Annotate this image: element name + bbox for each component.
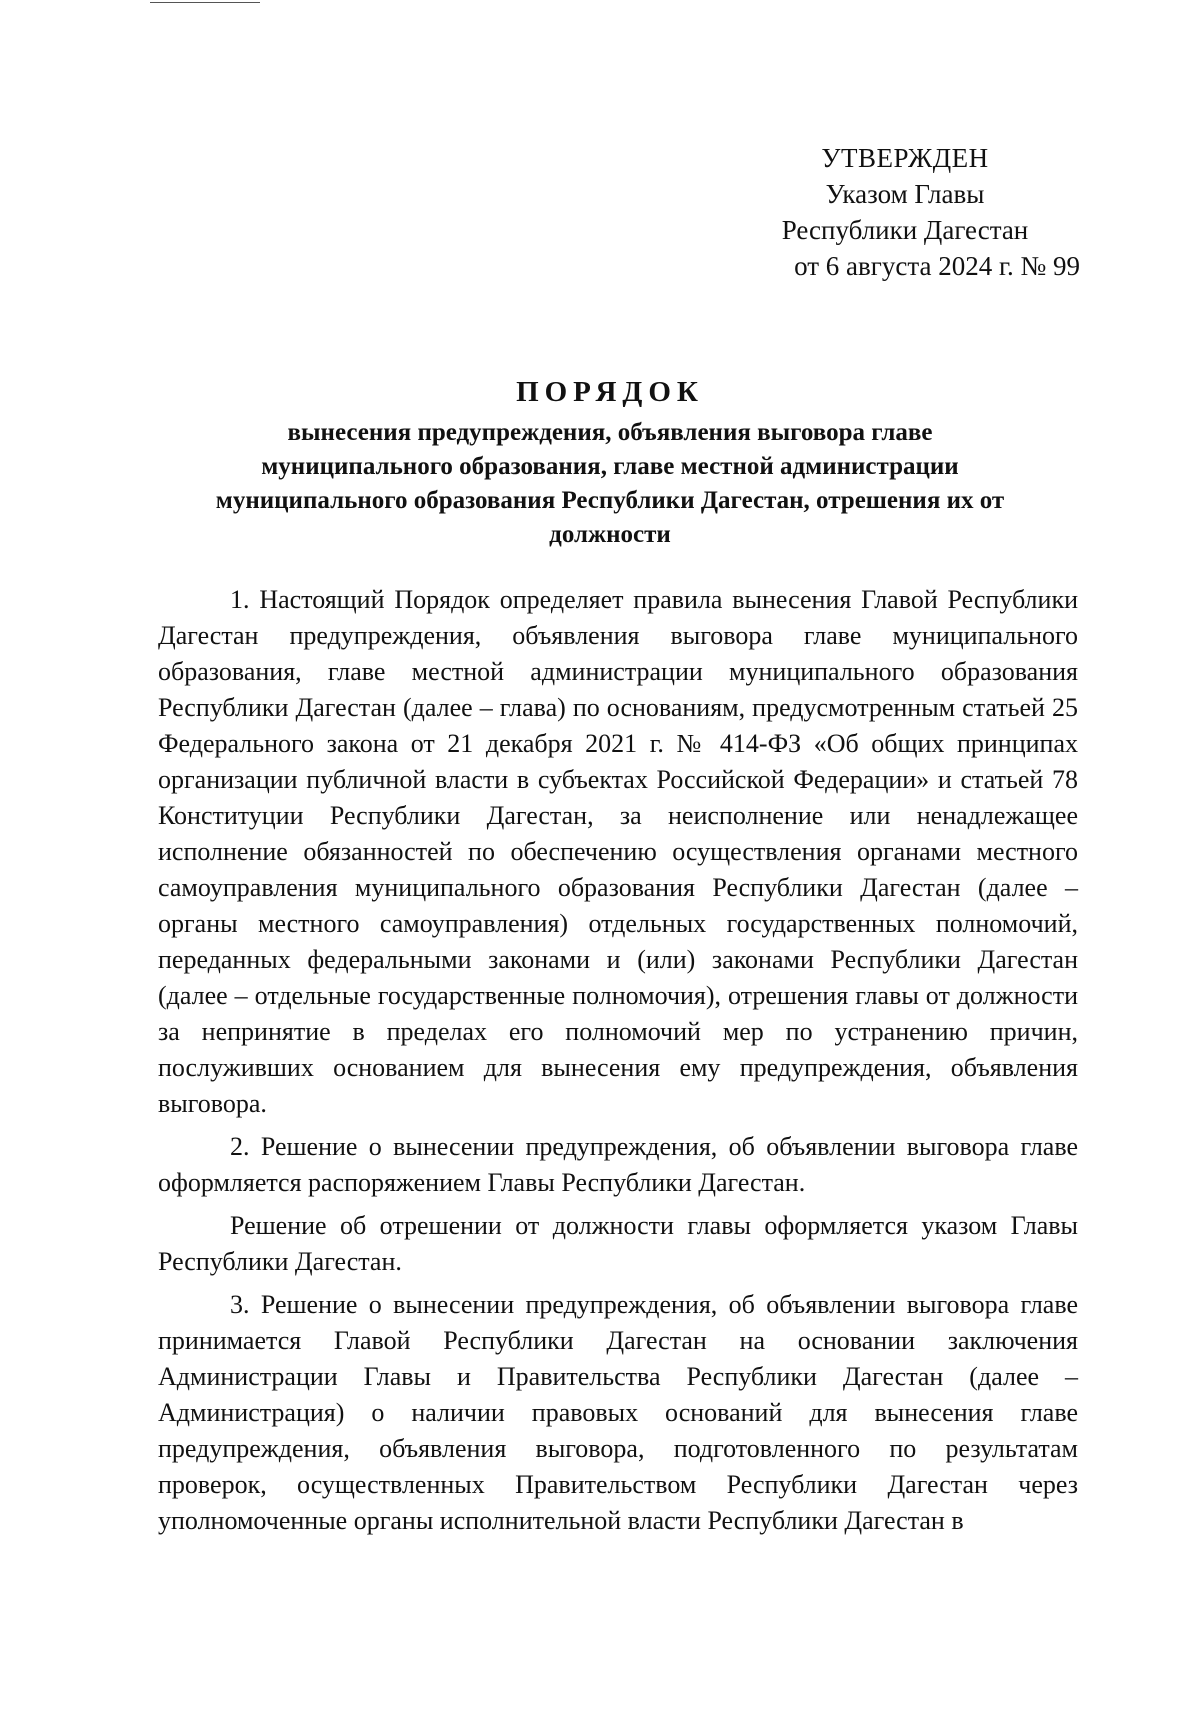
paragraph-3: 3. Решение о вынесении предупреждения, об объявлении выговора главе принимается Главой Республики Дагестан на основании заключения Администрации Главы и Правительства Республики Дагестан (далее – Администрация) о наличии правовых оснований для вынесения главе предупреждения, объявления выговора, подготовленного по результатам проверок, осуществленных Правительством Республики Дагестан через уполномоченные органы исполнительной власти Республики Дагестан в (158, 1290, 1078, 1535)
approval-title: УТВЕРЖДЕН (821, 143, 989, 173)
paragraph-2: 2. Решение о вынесении предупреждения, об объявлении выговора главе оформляется распоряжением Главы Республики Дагестан. (158, 1132, 1078, 1197)
document-title-block (170, 372, 1050, 552)
approval-date-line: от 6 августа 2024 г. № 99 (794, 251, 1080, 281)
approval-republic-line: Республики Дагестан (781, 215, 1029, 245)
approval-decree-line: Указом Главы (825, 179, 985, 209)
approval-stamp-block (720, 140, 1090, 284)
paragraph-2-continued: Решение об отрешении от должности главы оформляется указом Главы Республики Дагестан. (158, 1211, 1078, 1276)
document-body (158, 582, 1078, 1546)
document-subtitle: вынесения предупреждения, объявления выговора главе муниципального образования, главе местной администрации муниципального образования Республики Дагестан, отрешения их от должности (215, 419, 1005, 548)
scan-artifact-line (150, 2, 260, 3)
paragraph-1: 1. Настоящий Порядок определяет правила вынесения Главой Республики Дагестан предупреждения, объявления выговора главе муниципального образования, главе местной администрации муниципального образования Республики Дагестан (далее – глава) по основаниям, предусмотренным статьей 25 Федерального закона от 21 декабря 2021 г. № 414-ФЗ «Об общих принципах организации публичной власти в субъектах Российской Федерации» и статьей 78 Конституции Республики Дагестан, за неисполнение или ненадлежащее исполнение обязанностей по обеспечению осуществления органами местного самоуправления муниципального образования Республики Дагестан (далее – органы местного самоуправления) отдельных государственных полномочий, переданных федеральными законами и (или) законами Республики Дагестан (далее – отдельные государственные полномочия), отрешения главы от должности за непринятие в пределах его полномочий мер по устранению причин, послуживших основанием для вынесения ему предупреждения, объявления выговора. (158, 585, 1078, 1118)
document-title: ПОРЯДОК (516, 376, 704, 408)
